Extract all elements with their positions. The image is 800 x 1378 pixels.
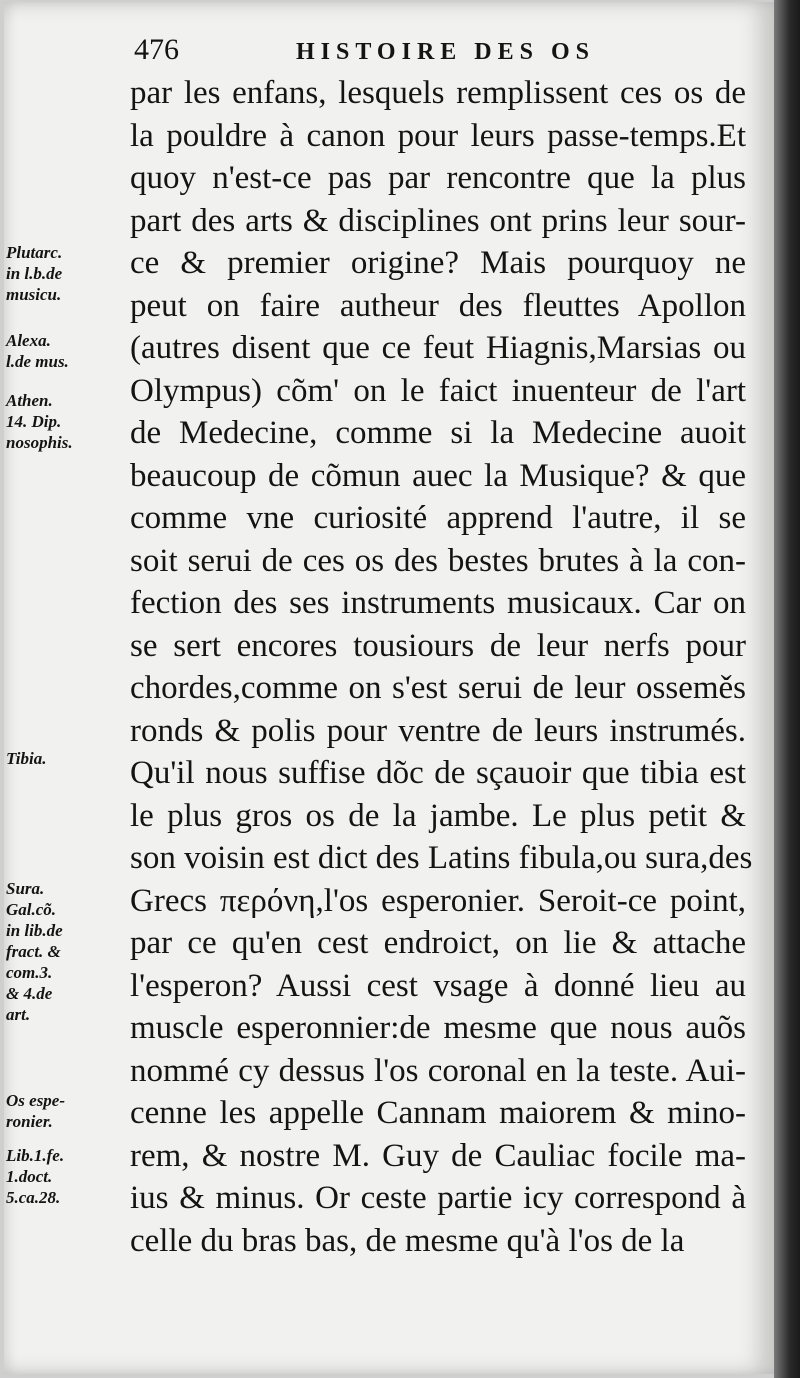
text-line: l'esperon? Aussi cest vsage à donné lieu au [130, 967, 746, 1004]
page-header [134, 30, 634, 70]
text-line: Grecs περόνη,l'os esperonier. Seroit-ce point, [130, 882, 746, 919]
running-title: HISTOIRE DES OS [296, 39, 595, 65]
margin-note-line: 14. Dip. [6, 412, 62, 431]
text-line: nommé cy dessus l'os coronal en la teste. Aui- [130, 1052, 746, 1089]
text-line: beaucoup de cõmun auec la Musique? & que [130, 457, 746, 494]
margin-note-os-esperonier [6, 1090, 128, 1132]
margin-note-plutarch [6, 242, 128, 305]
margin-note-line: Tibia. [6, 749, 47, 768]
margin-note-line: fract. & [6, 942, 61, 961]
margin-note-line: Os espe- [6, 1091, 66, 1110]
page-number: 476 [134, 33, 179, 66]
margin-note-athen [6, 390, 128, 453]
margin-note-line: nosophis. [6, 433, 73, 452]
margin-note-line: Alexa. [6, 331, 51, 350]
page-edge-shadow [774, 0, 800, 1378]
body-text [130, 72, 760, 1262]
text-line: ius & minus. Or ceste partie icy correspond à [130, 1180, 746, 1216]
margin-note-sura [6, 878, 128, 1025]
text-line: par ce qu'en cest endroict, on lie & attache [130, 925, 746, 961]
margin-note-line: Lib.1.fe. [6, 1146, 65, 1165]
text-line: rem, & nostre M. Guy de Cauliac focile ma- [130, 1137, 746, 1174]
margin-note-line: ronier. [6, 1112, 53, 1131]
text-line: ce & premier origine? Mais pourquoy ne [130, 245, 746, 281]
margin-note-line: Athen. [6, 391, 53, 410]
text-line: (autres disent que ce feut Hiagnis,Marsias ou [130, 330, 746, 366]
margin-note-lib [6, 1145, 128, 1208]
text-line: chordes,comme on s'est serui de leur osseměs [130, 670, 746, 706]
text-line: celle du bras bas, de mesme qu'à l'os de la [130, 1222, 685, 1259]
text-line: cenne les appelle Cannam maiorem & mino- [130, 1095, 746, 1131]
text-line: son voisin est dict des Latins fibula,ou sura,des [130, 840, 753, 876]
margin-note-line: com.3. [6, 963, 53, 982]
text-line: soit serui de ces os des bestes brutes à la con- [130, 542, 746, 579]
margin-note-line: Gal.cõ. [6, 900, 57, 919]
margin-note-line: in lib.de [6, 921, 63, 940]
text-line: muscle esperonnier:de mesme que nous auõs [130, 1010, 746, 1046]
margin-note-line: in l.b.de [6, 264, 63, 283]
margin-note-line: 1.doct. [6, 1167, 53, 1186]
margin-note-line: 5.ca.28. [6, 1188, 61, 1207]
text-line: par les enfans, lesquels remplissent ces os de [130, 75, 746, 111]
text-line: se sert encores tousiours de leur nerfs pour [130, 627, 746, 664]
text-line: fection des ses instruments musicaux. Car on [130, 585, 746, 621]
text-line: ronds & polis pour ventre de leurs instrumés. [130, 712, 746, 749]
text-line: Olympus) cõm' on le faict inuenteur de l'art [130, 372, 746, 409]
text-line: Qu'il nous suffise dõc de sçauoir que tibia est [130, 755, 746, 791]
margin-note-line: l.de mus. [6, 352, 69, 371]
margin-note-line: & 4.de [6, 984, 53, 1003]
margin-note-alexa [6, 330, 128, 372]
margin-note-line: Plutarc. [6, 243, 63, 262]
text-line: le plus gros os de la jambe. Le plus petit & [130, 797, 746, 834]
margin-note-line: Sura. [6, 879, 45, 898]
text-line: comme vne curiosité apprend l'autre, il se [130, 500, 746, 536]
margin-note-tibia [6, 748, 128, 769]
text-line: la pouldre à canon pour leurs passe-temps.Et [130, 117, 746, 154]
margin-note-line: musicu. [6, 285, 62, 304]
text-line: part des arts & disciplines ont prins leur sour- [130, 202, 746, 239]
margin-note-line: art. [6, 1005, 31, 1024]
text-line: peut on faire autheur des fleuttes Apollon [130, 287, 746, 324]
text-line: quoy n'est-ce pas par rencontre que la plus [130, 160, 746, 196]
text-line: de Medecine, comme si la Medecine auoit [130, 415, 746, 451]
